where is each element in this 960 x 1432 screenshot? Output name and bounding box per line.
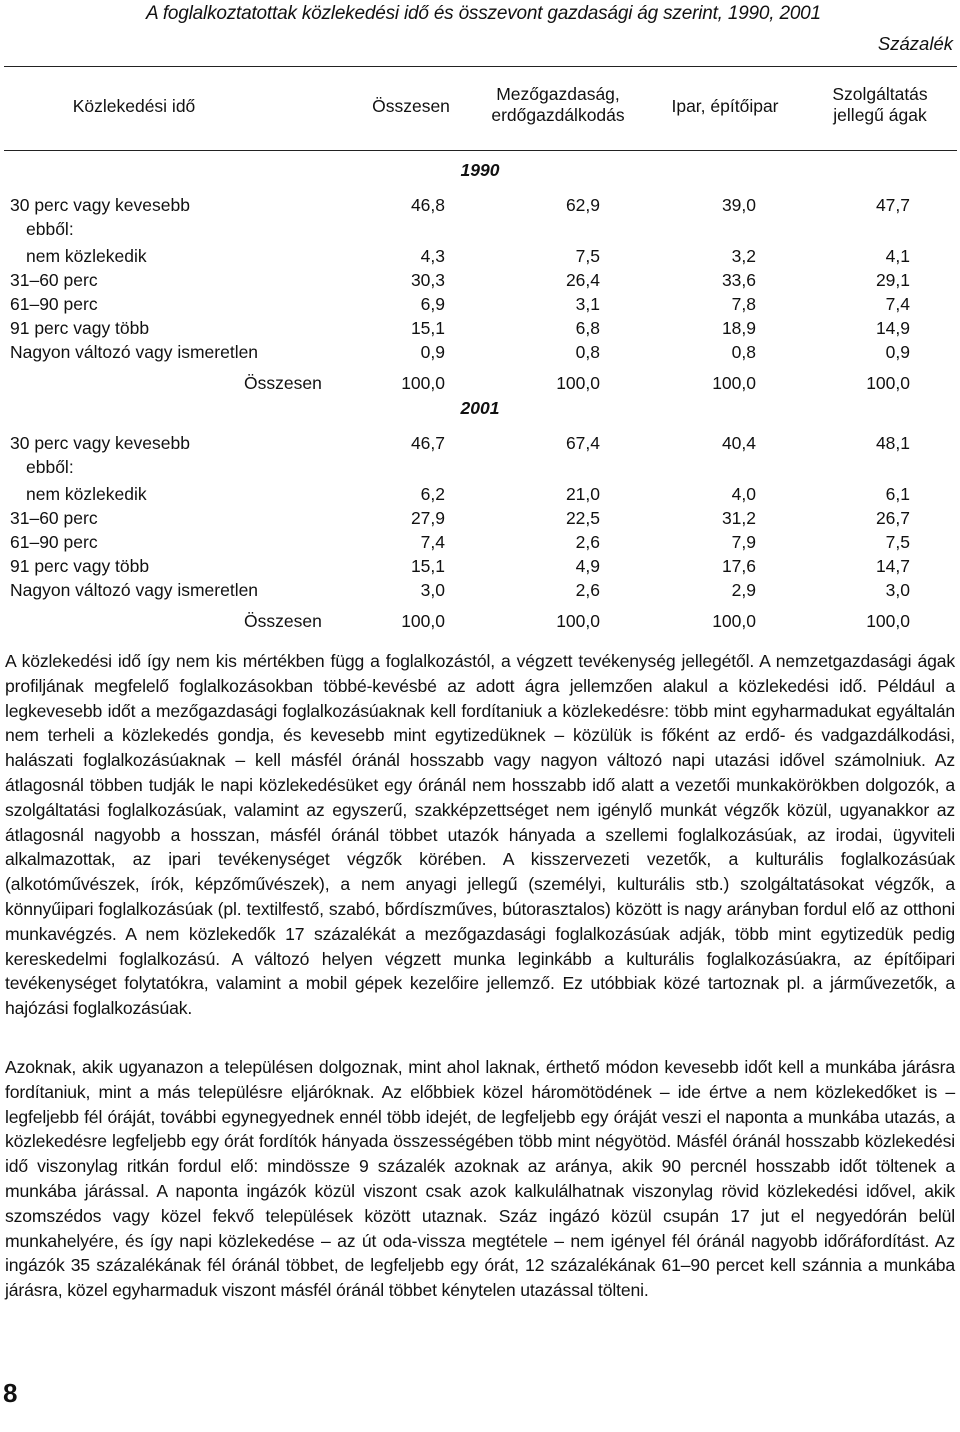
cell-value: 22,5: [565, 508, 600, 528]
column-header-line: Összesen: [372, 96, 450, 116]
cell-value: 100,0: [866, 611, 910, 631]
unit-label: Százalék: [877, 33, 953, 54]
cell-value: 62,9: [565, 195, 600, 215]
row-label: Összesen: [244, 373, 322, 393]
cell-value: 15,1: [410, 318, 445, 338]
table-row: [0, 217, 960, 241]
cell-value: 14,9: [875, 318, 910, 338]
column-header-services: [800, 84, 960, 126]
paragraph-1: A közlekedési idő így nem kis mértékben függ a foglalkozástól, a végzett tevékenység jellegétől. A nemzetgazdasági ágak profiljának megfelelő foglalkozásokban többé-kevésbé az adott ágra jellemzően alakul a közlekedési idő. Például a legkevesebb időt a mezőgazdasági foglalkozásúaknak kell fordítaniuk a közlekedésre: több mint egyharmadukat egyáltalán nem terheli a közlekedés gondja, és kevesebb mint egytizedüknek – közülük is főként az erdő- és vadgazdálkodási, halászati foglalkozásúaknak – kell másfél óránál hosszabb vagy nagyon változó napi utazási idővel számolniuk. Az átlagosnál többen tudják le napi közlekedésüket egy óránál nem hosszabb idő alatt a vezetői munkakörökben dolgozók, a szolgáltatási foglalkozásúak, valamint az egyszerű, szakképzettséget nem igénylő munkát végzők közül, ugyanakkor az átlagosnál nagyobb a hosszan, másfél óránál többet utazók hányada a szellemi foglalkozásúak, az irodai, ügyviteli alkalmazottak, az ipari tevékenységet végzők körében. A kisszervezeti vezetők, a kulturális foglalkozásúak (alkotóművészek, írók, képzőművészek), a nem anyagi jellegű (személyi, kulturális stb.) szolgáltatásokat végzők, a könnyűipari foglalkozásúak (pl. textilfestő, szabó, bőrdíszműves, bútorasztalos) között is nagy arányban fordul elő az otthoni munkavégzés. A nem közlekedők 17 százalékát a mezőgazdasági foglalkozásúak adják, több mint egytizedük pedig kereskedelmi foglalkozású. A változó helyen végzett munka leginkább a kulturális foglalkozásúakra, az építőipari tevékenységet folytatókra, valamint a mobil gépek kezelőire jellemző. Ez utóbbiak közé tartoznak pl. a járművezetők, a hajózási foglalkozásúak.: [5, 651, 955, 1019]
column-header-line: jellegű ágak: [833, 105, 927, 125]
cell-value: 2,6: [575, 580, 600, 600]
table-row: [0, 506, 960, 530]
cell-value: 7,5: [575, 246, 600, 266]
cell-value: 48,1: [875, 433, 910, 453]
cell-value: 29,1: [875, 270, 910, 290]
year-heading: 1990: [460, 160, 500, 180]
table-row: [0, 244, 960, 268]
cell-value: 4,3: [420, 246, 445, 266]
cell-value: 0,9: [885, 342, 910, 362]
column-header-industry: [650, 96, 800, 117]
year-heading: 2001: [460, 398, 500, 418]
cell-value: 7,5: [885, 532, 910, 552]
cell-value: 3,0: [420, 580, 445, 600]
table-row: [0, 193, 960, 217]
cell-value: 15,1: [410, 556, 445, 576]
cell-value: 26,4: [565, 270, 600, 290]
row-label: 31–60 perc: [10, 508, 98, 528]
cell-value: 100,0: [401, 611, 445, 631]
row-label: 91 perc vagy több: [10, 318, 150, 338]
table-row: [0, 554, 960, 578]
table-row: [0, 431, 960, 455]
cell-value: 3,0: [885, 580, 910, 600]
cell-value: 6,1: [885, 484, 910, 504]
cell-value: 100,0: [712, 373, 756, 393]
column-header-line: erdőgazdálkodás: [491, 105, 625, 125]
cell-value: 2,6: [575, 532, 600, 552]
row-label: 61–90 perc: [10, 532, 98, 552]
column-header-line: Mezőgazdaság,: [496, 84, 620, 104]
table-row: [0, 455, 960, 479]
cell-value: 6,9: [420, 294, 445, 314]
cell-value: 21,0: [565, 484, 600, 504]
cell-value: 33,6: [721, 270, 756, 290]
table-title: A foglalkoztatottak közlekedési idő és összevont gazdasági ág szerint, 1990, 2001: [146, 3, 821, 24]
cell-value: 4,9: [575, 556, 600, 576]
cell-value: 46,7: [410, 433, 445, 453]
cell-value: 40,4: [721, 433, 756, 453]
row-label: Nagyon változó vagy ismeretlen: [10, 342, 259, 362]
row-label: Nagyon változó vagy ismeretlen: [10, 580, 259, 600]
row-label: ebből:: [26, 457, 74, 477]
table-row: [0, 371, 960, 395]
table-top-rule: [4, 66, 957, 67]
cell-value: 4,1: [885, 246, 910, 266]
column-header-total: [336, 96, 486, 117]
table-row: [0, 609, 960, 633]
cell-value: 0,8: [731, 342, 756, 362]
cell-value: 3,1: [575, 294, 600, 314]
row-label: Összesen: [244, 611, 322, 631]
cell-value: 27,9: [410, 508, 445, 528]
cell-value: 7,4: [420, 532, 445, 552]
row-label: 31–60 perc: [10, 270, 98, 290]
cell-value: 31,2: [721, 508, 756, 528]
cell-value: 67,4: [565, 433, 600, 453]
cell-value: 100,0: [866, 373, 910, 393]
table-row: [0, 292, 960, 316]
cell-value: 2,9: [731, 580, 756, 600]
cell-value: 100,0: [712, 611, 756, 631]
cell-value: 6,2: [420, 484, 445, 504]
row-label: nem közlekedik: [26, 484, 147, 504]
table-row: [0, 316, 960, 340]
row-label: 61–90 perc: [10, 294, 98, 314]
cell-value: 17,6: [721, 556, 756, 576]
cell-value: 100,0: [401, 373, 445, 393]
cell-value: 39,0: [721, 195, 756, 215]
table-row: [0, 340, 960, 364]
row-label: 30 perc vagy kevesebb: [10, 195, 190, 215]
table-row: [0, 482, 960, 506]
cell-value: 26,7: [875, 508, 910, 528]
cell-value: 100,0: [556, 373, 600, 393]
cell-value: 47,7: [875, 195, 910, 215]
column-header-line: Ipar, építőipar: [671, 96, 779, 116]
column-header-travel-time: [4, 96, 264, 117]
cell-value: 46,8: [410, 195, 445, 215]
table-header-rule: [4, 150, 957, 151]
cell-value: 7,4: [885, 294, 910, 314]
cell-value: 7,8: [731, 294, 756, 314]
paragraph-2: Azoknak, akik ugyanazon a településen dolgoznak, mint ahol laknak, érthető módon kevesebb időt kell a munkába járásra fordítaniuk, mint a más településre eljáróknak. Az előbbiek közel háromötödének – ide értve a nem közlekedőket is – legfeljebb fél óráját, további egynegyednek ennél több idejét, de legfeljebb egy óráját veszi el naponta a munkába utazás, a közlekedésre legfeljebb egy órát fordítók hányada összességében több mint négyötöd. Másfél óránál hosszabb közlekedési idő viszonylag ritkán fordul elő: mindössze 9 százalék azoknak az aránya, akik 90 percnél hosszabb időt töltenek a munkába járással. A naponta ingázók közül viszont csak azok kalkulálhatnak viszonylag rövid közlekedési idővel, akik szomszédos vagy közel fekvő települések között utaznak. Száz ingázó közül csupán 17 jut el negyedórán belül munkahelyére, és így napi közlekedése – az út oda-vissza megtétele – nem igényel fél óránál nagyobb időráfordítást. Az ingázók 35 százalékának fél óránál többet, de legfeljebb egy órát, 12 százalékának 61–90 percet kell szánnia a munkába járásra, közel egyharmaduk viszont másfél óránál többet kénytelen utazással tölteni.: [5, 1057, 955, 1301]
cell-value: 7,9: [731, 532, 756, 552]
row-label: nem közlekedik: [26, 246, 147, 266]
cell-value: 14,7: [875, 556, 910, 576]
cell-value: 100,0: [556, 611, 600, 631]
cell-value: 6,8: [575, 318, 600, 338]
page-number: 8: [3, 1378, 18, 1408]
cell-value: 3,2: [731, 246, 756, 266]
cell-value: 0,9: [420, 342, 445, 362]
column-header-line: Szolgáltatás: [832, 84, 928, 104]
cell-value: 18,9: [721, 318, 756, 338]
column-header-line: Közlekedési idő: [72, 96, 196, 116]
cell-value: 0,8: [575, 342, 600, 362]
row-label: 30 perc vagy kevesebb: [10, 433, 190, 453]
cell-value: 30,3: [410, 270, 445, 290]
cell-value: 4,0: [731, 484, 756, 504]
table-row: [0, 578, 960, 602]
column-header-agriculture: [478, 84, 638, 126]
row-label: 91 perc vagy több: [10, 556, 150, 576]
table-row: [0, 530, 960, 554]
table-row: [0, 268, 960, 292]
row-label: ebből:: [26, 219, 74, 239]
